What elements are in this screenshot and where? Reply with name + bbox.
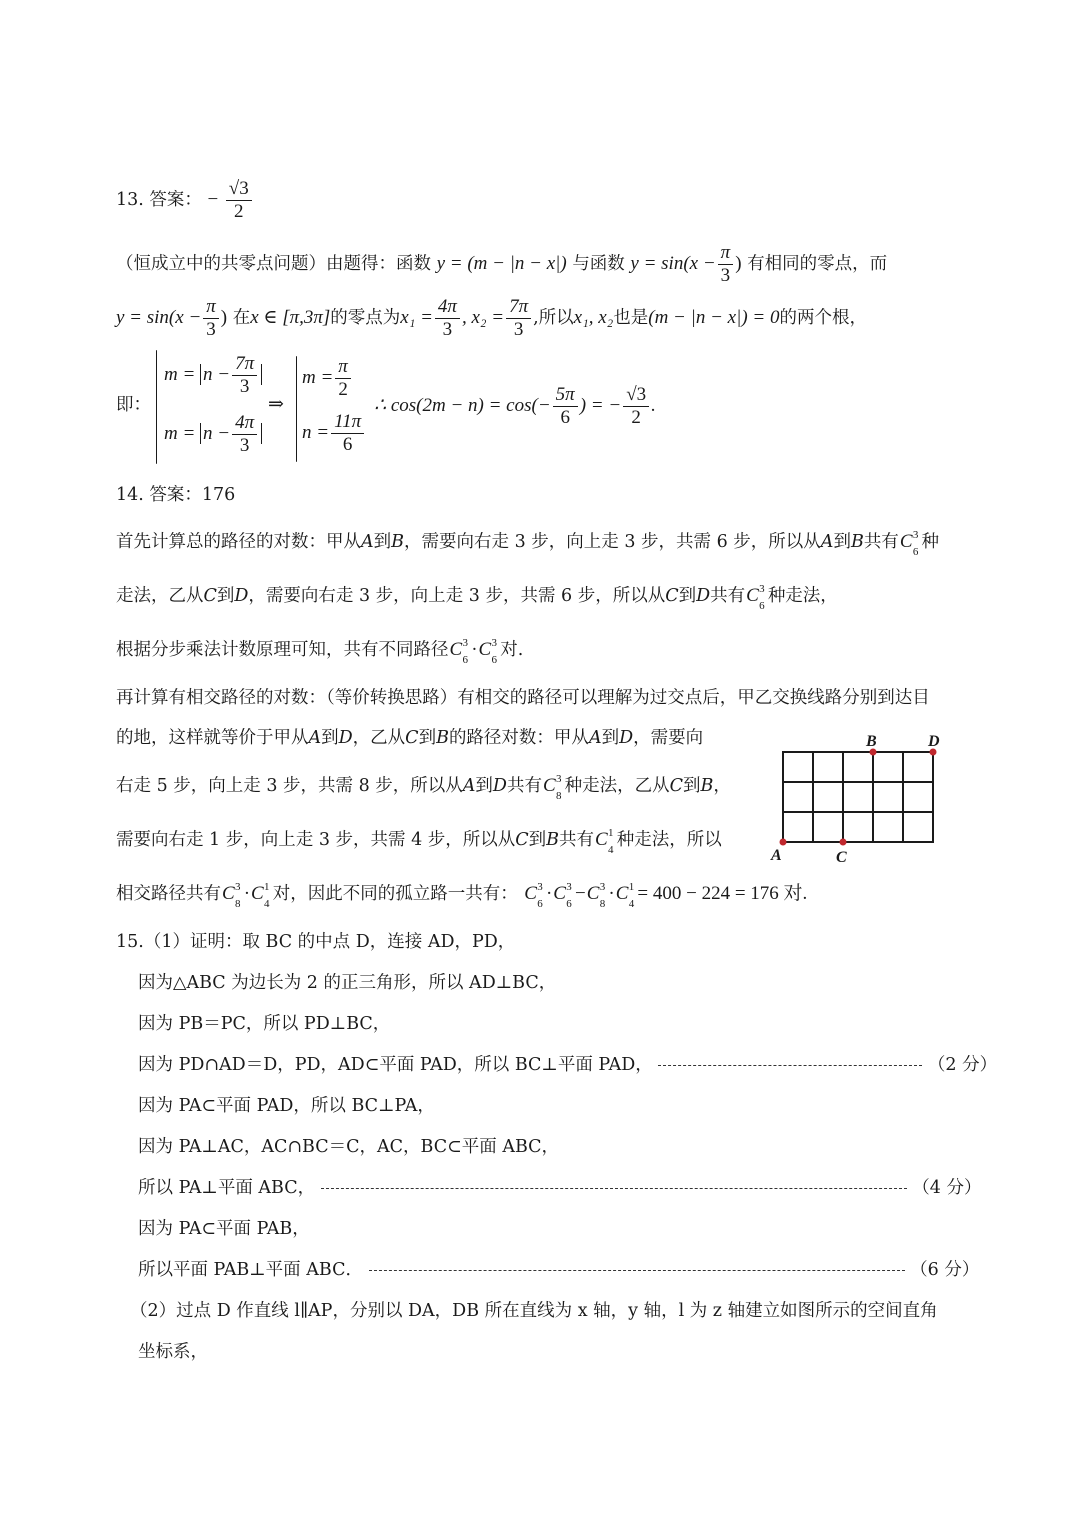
q15-line3: 因为 PB＝PC，所以 PD⊥BC， [138, 1014, 391, 1034]
q13-label: 13. 答案： [116, 190, 202, 210]
q14-p1: 首先计算总的路径的对数：甲从A到B，需要向右走 3 步，向上走 3 步，共需 6 步，所以从A到B共有C 3 6 种 [116, 529, 939, 558]
left-brace-2 [296, 356, 297, 462]
q15-line7: 所以 PA⊥平面 ABC， （4 分） [138, 1178, 982, 1198]
score-6: （6 分） [910, 1260, 980, 1280]
system-eq1: m = n − $\frac{7\pi}{3}$ [164, 353, 262, 398]
point-c-dot [840, 839, 847, 846]
q15-line2: 因为△ABC 为边长为 2 的正三角形，所以 AD⊥BC， [138, 973, 557, 993]
system-eq2: m = n − $\frac{4\pi}{3}$ [164, 412, 262, 457]
q15-line1: 15.（1）证明：取 BC 的中点 D，连接 AD，PD， [116, 932, 516, 952]
q15-line4: 因为 PD∩AD＝D，PD，AD⊂平面 PAD，所以 BC⊥平面 PAD， （2 分） [138, 1055, 998, 1075]
point-a-dot [780, 839, 787, 846]
q14-p5: 的地，这样就等价于甲从A到D，乙从C到B的路径对数：甲从A到D，需要向 [116, 728, 704, 748]
q14-p4: 再计算有相交路径的对数：（等价转换思路）有相交的路径可以理解为过交点后，甲乙交换线路分别到达目 [116, 688, 930, 708]
q13-line1: （恒成立中的共零点问题）由题得：函数 y = (m − |n − x|) 与函数 y = sin(x − $\frac{\pi}{3}$ ) 有相同的零点，而 [116, 242, 888, 286]
q14-p2: 走法，乙从C到D，需要向右走 3 步，向上走 3 步，共需 6 步，所以从C到D共有C 3 6 种走法， [116, 583, 838, 612]
q13-line3-label: 即： [116, 395, 151, 415]
q15-line5: 因为 PA⊂平面 PAD，所以 BC⊥PA， [138, 1096, 435, 1116]
label-d: D [928, 733, 940, 750]
dashed-leader [658, 1065, 922, 1066]
q13-answer [116, 178, 254, 223]
q14-p7: 需要向右走 1 步，向上走 3 步，共需 4 步，所以从C到B共有C 1 4 种走法，所以 [116, 827, 722, 856]
solution-m: m = $\frac{\pi}{2}$ [302, 356, 353, 401]
q15-line9: 所以平面 PAB⊥平面 ABC． （6 分） [138, 1260, 980, 1280]
q13-line2: y = sin(x − $\frac{\pi}{3}$ ) 在x ∈ [π,3π]的零点为x₁ = $\frac{4\pi}{3}$ , x₂ = $\frac{7\pi}{3}$ ,所以x₁, x₂也是(m − |n − x|) = 0的两个根， [116, 296, 867, 340]
grid-lines [783, 752, 933, 842]
q15-line11: 坐标系， [138, 1342, 208, 1362]
label-c: C [836, 849, 847, 866]
q15-line8: 因为 PA⊂平面 PAB， [138, 1219, 310, 1239]
q14-label: 14. 答案：176 [116, 485, 236, 505]
dashed-leader [321, 1188, 907, 1189]
solution-n: n = $\frac{11\pi}{6}$ [302, 411, 366, 456]
score-4: （4 分） [912, 1178, 982, 1198]
answer-fraction: $\frac{√3}{2}$ [226, 178, 252, 223]
q14-p3: 根据分步乘法计数原理可知，共有不同路径C 3 6 ·C 3 6 对. [116, 637, 524, 666]
label-b: B [866, 733, 877, 750]
left-brace-1 [156, 350, 157, 464]
score-2: （2 分） [927, 1055, 998, 1075]
q14-p6: 右走 5 步，向上走 3 步，共需 8 步，所以从A到D共有C 3 8 种走法，乙从C到B， [116, 773, 731, 802]
dashed-leader [369, 1270, 905, 1271]
conclusion: ∴ cos(2m − n) = cos(− $\frac{5\pi}{6}$ ) = − $\frac{√3}{2}$ . [374, 384, 656, 428]
q15-line6: 因为 PA⊥AC，AC∩BC＝C，AC，BC⊂平面 ABC， [138, 1137, 560, 1157]
implies-arrow: ⇒ [268, 394, 284, 415]
answer-sign: − [207, 189, 219, 210]
q14-p8: 相交路径共有C 3 8 ·C 1 4 对，因此不同的孤立路一共有： C 3 6 ·C 3 6 −C 3 8 ·C 1 4 = 400 − 224 = 176 对. [116, 881, 808, 910]
grid-figure [770, 728, 950, 868]
q15-line10: （2）过点 D 作直线 l∥AP，分别以 DA，DB 所在直线为 x 轴，y 轴，l 为 z 轴建立如图所示的空间直角 [130, 1301, 938, 1321]
label-a: A [771, 847, 782, 864]
grid-border [783, 752, 933, 842]
